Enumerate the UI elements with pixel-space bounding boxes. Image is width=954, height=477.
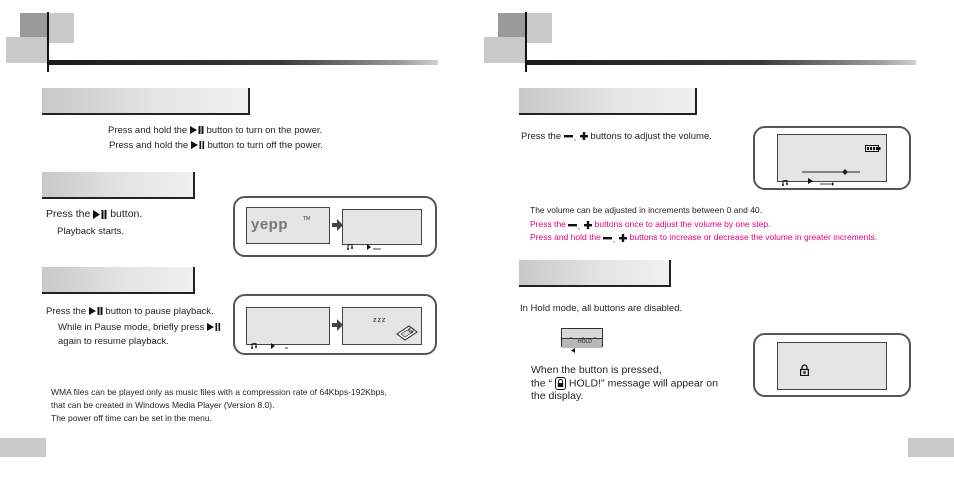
note-line: that can be created in Windows Media Player (Version 8.0).: [51, 400, 275, 410]
section-bar-play: [42, 172, 195, 199]
header-square-light: [526, 13, 552, 43]
music-status-icon: [347, 237, 354, 255]
hold-arrow-icon: [571, 340, 576, 358]
volume-note: The volume can be adjusted in increments between 0 and 40.: [530, 205, 763, 215]
svg-text:,: ,: [578, 223, 581, 230]
play-pause-icon: [207, 323, 221, 331]
music-status-icon: [251, 336, 258, 354]
header-bar: [48, 60, 438, 65]
play-indicator-icon: [367, 237, 381, 255]
header-square-light: [484, 37, 526, 63]
hold-desc-line: When the button is pressed,: [531, 364, 662, 376]
section-bar-pause: [42, 267, 195, 294]
header-square-light: [6, 37, 48, 63]
volume-note-pink: Press the , buttons once to adjust the volume by one step.: [530, 219, 771, 230]
power-on-instruction: Press and hold the button to turn on the power.: [108, 125, 323, 136]
svg-text:,: ,: [573, 135, 576, 142]
play-pause-icon: [89, 307, 103, 315]
minus-plus-icon: [564, 131, 588, 141]
hold-desc-line: the display.: [531, 390, 584, 402]
lcd-sleep-screen: [342, 307, 422, 345]
volume-note-pink: Press and hold the , buttons to increase or decrease the volume in greater increments.: [530, 232, 878, 243]
yepp-logo-tm: TM: [303, 216, 311, 222]
lcd-paused-screen: [246, 307, 330, 345]
power-off-instruction: Press and hold the button to turn off the power.: [109, 140, 324, 151]
yepp-logo: yepp: [251, 216, 289, 233]
lock-icon: [555, 377, 566, 390]
header-square-light: [48, 13, 74, 43]
device-pause-illustration: [233, 294, 437, 355]
pause-resume-line: While in Pause mode, briefly press: [58, 322, 221, 334]
device-volume-illustration: [753, 126, 911, 190]
lcd-hold-screen: [777, 342, 887, 390]
section-bar-hold: [519, 260, 671, 287]
play-indicator-icon: [808, 173, 834, 191]
section-bar-volume: [519, 88, 697, 115]
sleep-zzz: z z z: [373, 317, 385, 324]
play-pause-icon: [191, 141, 205, 149]
play-sub-text: Playback starts.: [57, 226, 125, 237]
music-status-icon: [782, 173, 790, 191]
hold-switch-illustration: [561, 328, 603, 347]
lock-icon: [800, 363, 809, 381]
hold-desc-line: the “ HOLD!" message will appear on: [531, 377, 718, 390]
minus-plus-icon: [568, 220, 592, 230]
play-indicator-icon: [271, 336, 291, 354]
header-bar: [526, 60, 916, 65]
page-corner-tab-right: [908, 438, 954, 457]
play-instruction: Press the button.: [46, 208, 143, 220]
note-line: WMA files can be played only as music files with a compression rate of 64Kbps-192Kbps,: [51, 387, 387, 397]
page-corner-tab-left: [0, 438, 46, 457]
lcd-playback-screen: [342, 209, 422, 245]
device-hold-illustration: [753, 333, 911, 397]
battery-icon: [865, 139, 881, 157]
pause-resume-line-2: again to resume playback.: [58, 336, 169, 347]
lcd-volume-screen: [777, 134, 887, 182]
hold-switch-label: HOLD: [578, 339, 592, 345]
section-bar-power: [42, 88, 250, 115]
sleeping-device-icon: [395, 322, 419, 347]
hold-intro: In Hold mode, all buttons are disabled.: [520, 303, 683, 314]
svg-text:,: ,: [613, 236, 616, 243]
pause-instruction: Press the button to pause playback.: [46, 306, 214, 317]
minus-plus-icon: [603, 233, 627, 243]
device-play-illustration: [233, 196, 437, 257]
play-pause-icon: [190, 126, 204, 134]
note-line: The power off time can be set in the menu.: [51, 413, 212, 423]
play-pause-icon: [93, 210, 107, 219]
lcd-logo-screen: [246, 207, 330, 244]
volume-instruction: Press the , buttons to adjust the volume.: [521, 131, 712, 142]
